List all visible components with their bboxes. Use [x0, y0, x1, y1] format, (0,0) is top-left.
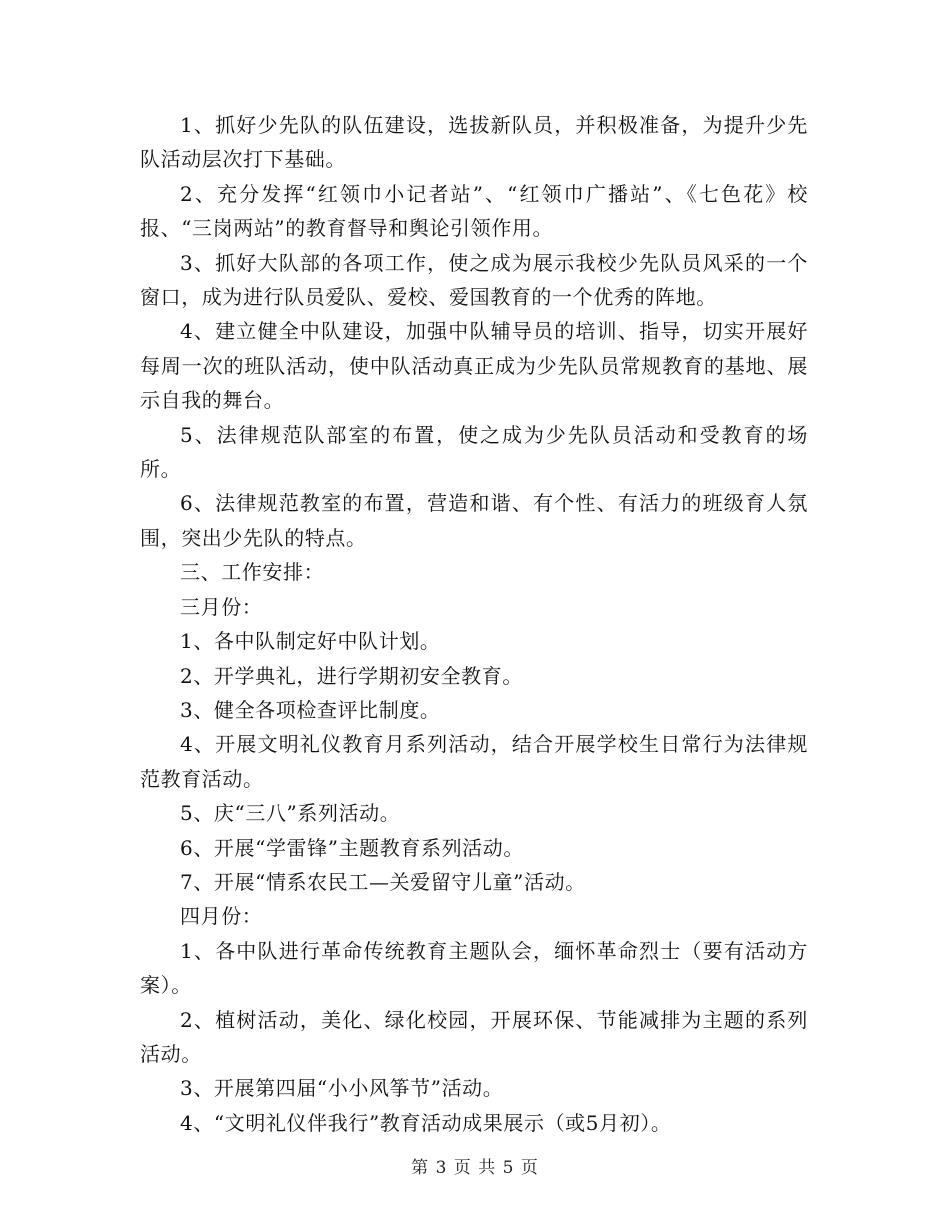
paragraph-5: 5、法律规范队部室的布置，使之成为少先队员活动和受教育的场所。 — [140, 422, 808, 482]
paragraph-1: 1、抓好少先队的队伍建设，选拔新队员，并积极准备，为提升少先队活动层次打下基础。 — [140, 113, 808, 172]
april-item-2: 2、植树活动，美化、绿化校园，开展环保、节能减排为主题的系列活动。 — [140, 1007, 808, 1066]
march-item-5: 5、庆“三八”系列活动。 — [180, 801, 401, 826]
paragraph-4: 4、建立健全中队建设，加强中队辅导员的培训、指导，切实开展好每周一次的班队活动，使中队活动真正成为少先队员常规教育的基地、展示自我的舞台。 — [140, 319, 808, 413]
march-item-3: 3、健全各项检查评比制度。 — [180, 697, 441, 722]
month-heading-april: 四月份： — [180, 904, 263, 929]
april-item-3: 3、开展第四届“小小风筝节”活动。 — [180, 1076, 504, 1101]
paragraph-3: 3、抓好大队部的各项工作，使之成为展示我校少先队员风采的一个窗口，成为进行队员爱队、爱校、爱国教育的一个优秀的阵地。 — [140, 250, 808, 310]
page-footer: 第 3 页 共 5 页 — [411, 1158, 539, 1178]
march-item-7: 7、开展“情系农民工—关爱留守儿童”活动。 — [180, 869, 586, 894]
april-item-1: 1、各中队进行革命传统教育主题队会，缅怀革命烈士（要有活动方案）。 — [140, 938, 808, 998]
paragraph-6: 6、法律规范教室的布置，营造和谐、有个性、有活力的班级育人氛围，突出少先队的特点。 — [140, 491, 808, 550]
march-item-6: 6、开展“学雷锋”主题教育系列活动。 — [180, 835, 524, 860]
section-heading-work-arrangement: 三、工作安排： — [180, 560, 325, 585]
month-heading-march: 三月份： — [180, 594, 263, 619]
document-body — [140, 108, 808, 1140]
paragraph-2: 2、充分发挥“红领巾小记者站”、“红领巾广播站”、《七色花》校报、“三岗两站”的教育督导和舆论引领作用。 — [140, 181, 808, 241]
april-item-4: 4、“文明礼仪伴我行”教育活动成果展示（或5月初）。 — [180, 1110, 672, 1135]
march-item-2: 2、开学典礼，进行学期初安全教育。 — [180, 663, 523, 688]
march-item-4: 4、开展文明礼仪教育月系列活动，结合开展学校生日常行为法律规范教育活动。 — [140, 732, 808, 791]
march-item-1: 1、各中队制定好中队计划。 — [180, 629, 441, 654]
